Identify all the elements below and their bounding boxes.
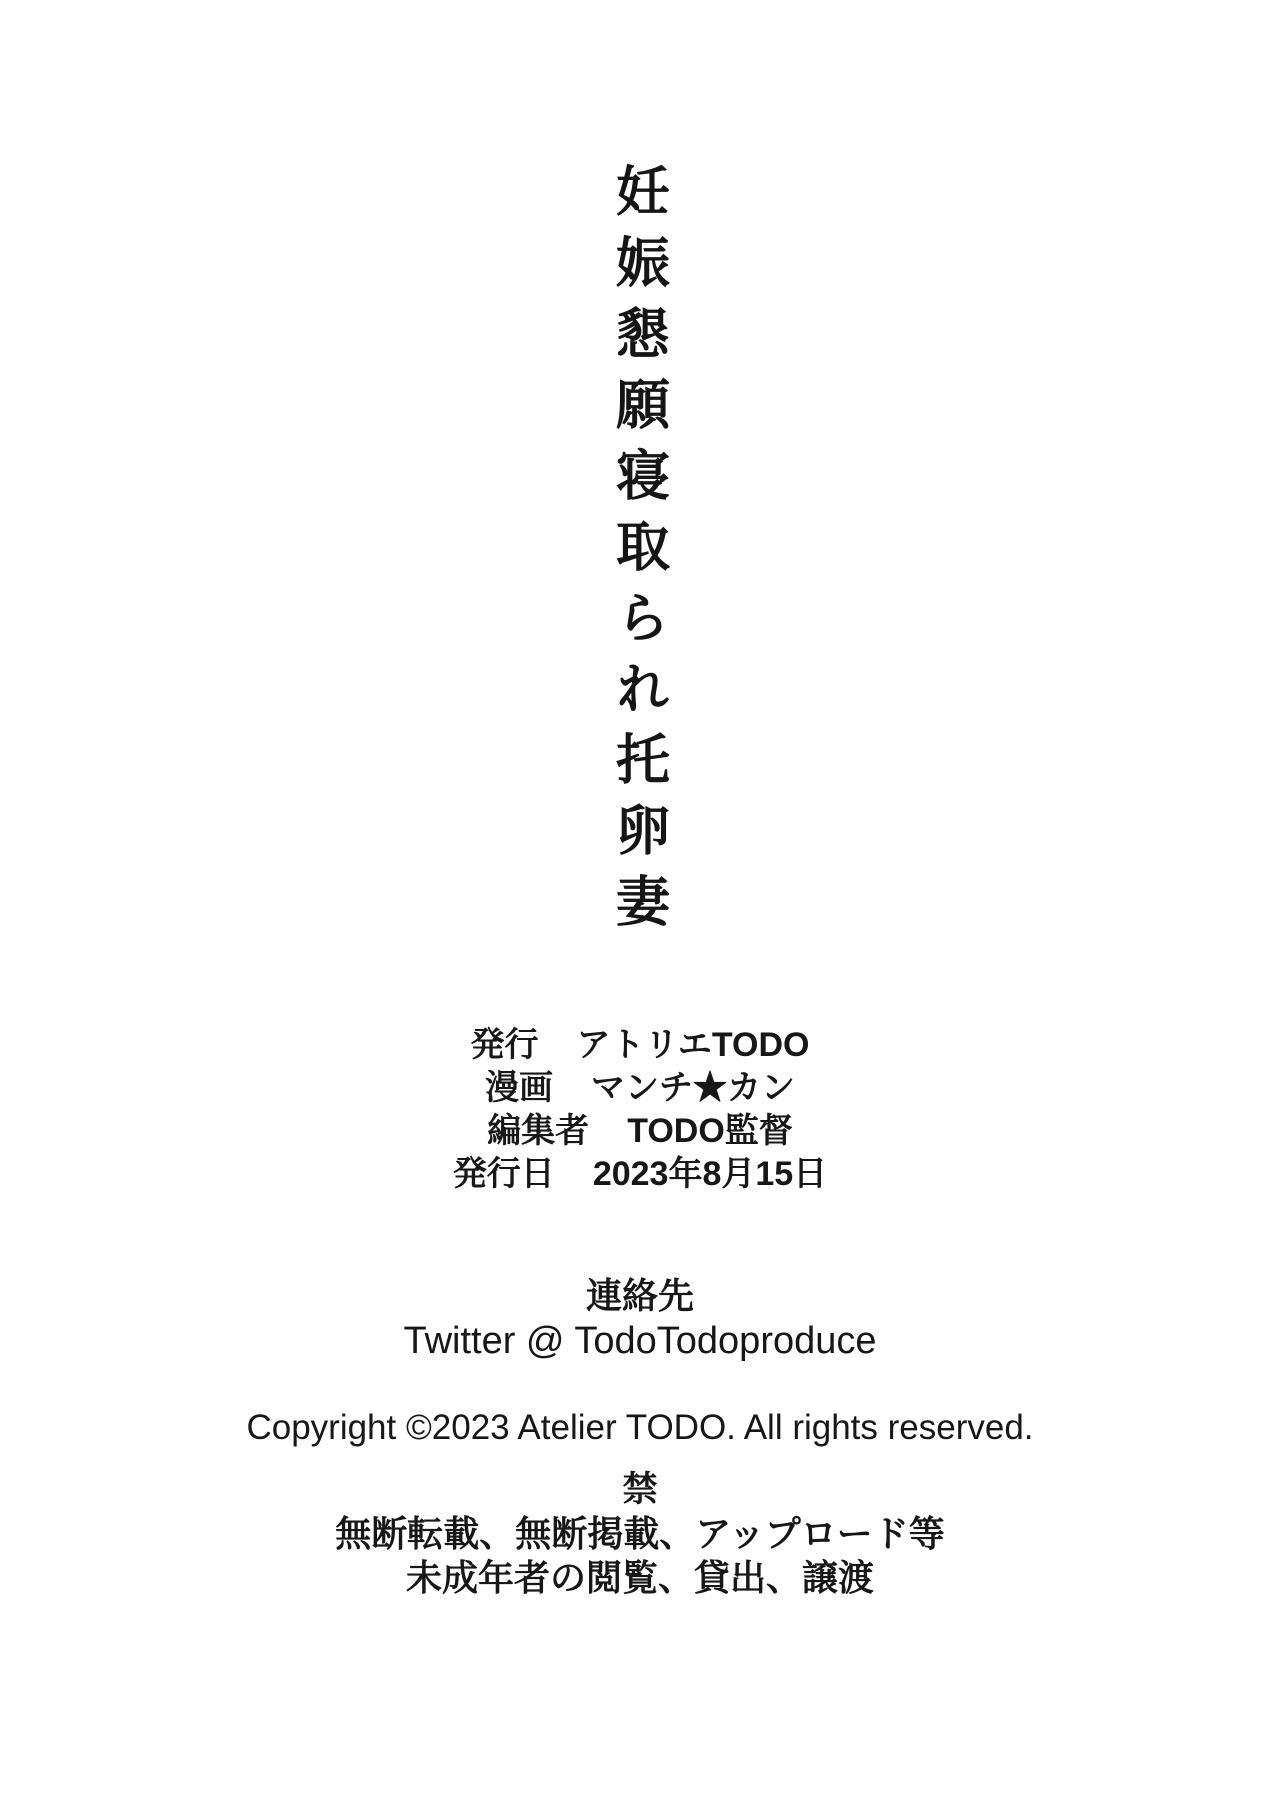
colophon-row-publish-date xyxy=(0,1153,1280,1196)
prohibition-line: 無断転載、無断掲載、アップロード等 xyxy=(335,1513,945,1554)
colophon-label: 発行日 xyxy=(452,1155,555,1193)
colophon-label: 編集者 xyxy=(487,1112,590,1150)
contact-heading: 連絡先 xyxy=(585,1275,694,1316)
colophon-value: マンチ★カン xyxy=(591,1069,795,1107)
colophon-block xyxy=(0,1024,1280,1196)
colophon-row-editor xyxy=(0,1110,1280,1153)
colophon-value: アトリエTODO xyxy=(576,1026,810,1064)
colophon-row-artist xyxy=(0,1067,1280,1110)
contact-block xyxy=(0,1274,1280,1364)
colophon-label: 漫画 xyxy=(485,1069,553,1107)
colophon-label: 発行 xyxy=(470,1026,539,1064)
colophon-value: 2023年8月15日 xyxy=(592,1155,828,1193)
twitter-handle: Twitter @ TodoTodoproduce xyxy=(403,1320,877,1362)
colophon-value: TODO監督 xyxy=(627,1112,793,1150)
book-title-vertical: 妊娠懇願寝取られ托卵妻 xyxy=(607,163,672,944)
prohibition-heading: 禁 xyxy=(622,1470,658,1509)
prohibition-block xyxy=(0,1468,1280,1600)
colophon-row-publisher xyxy=(0,1024,1280,1067)
prohibition-line: 未成年者の閲覧、貸出、譲渡 xyxy=(405,1557,874,1598)
copyright-notice: Copyright ©2023 Atelier TODO. All rights reserved. xyxy=(246,1408,1034,1447)
